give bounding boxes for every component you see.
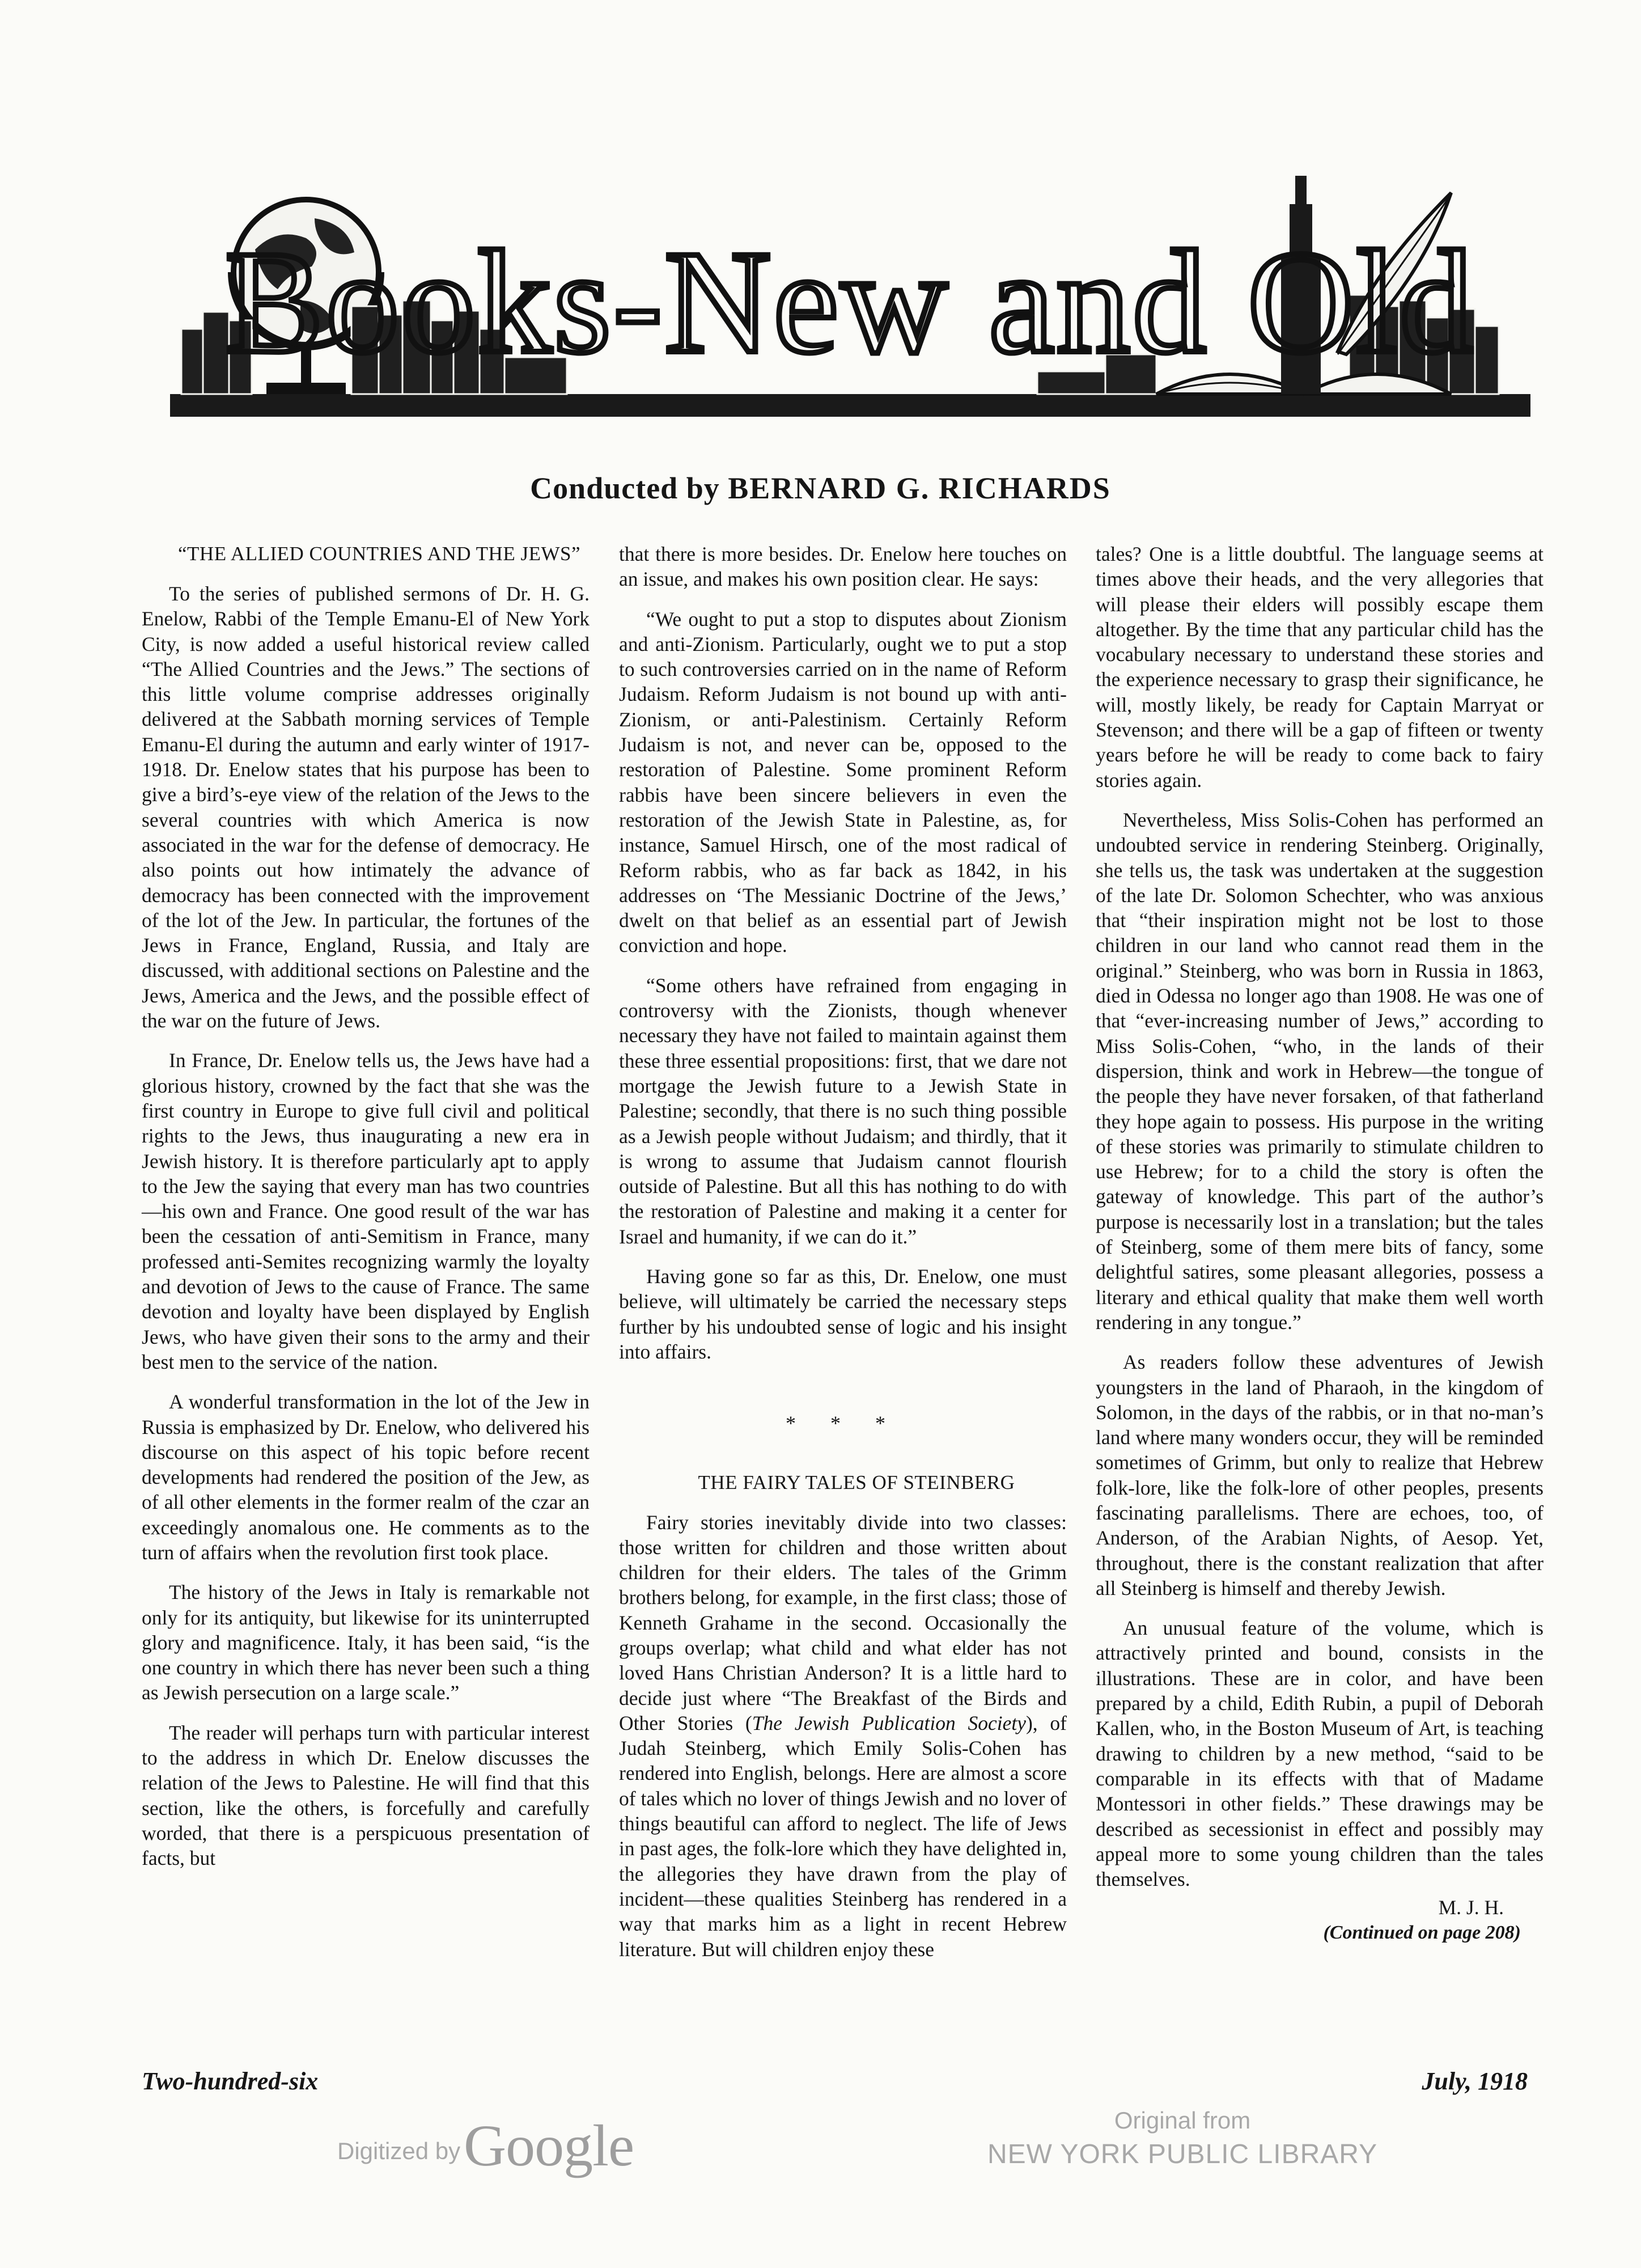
- library-credit: [987, 2104, 1377, 2172]
- original-from-label: Original from: [1114, 2107, 1251, 2134]
- banner-illustration: [170, 164, 1530, 431]
- paragraph: tales? One is a little doubtful. The language seems at times above their heads, and the very allegories that will please their elders will possibly escape them altogether. By the time that any particular child has the vocabulary necessary to understand these stories and the experience necessary to grasp their significance, he will, mostly likely, be ready for Captain Marryat or Stevenson; and there will be a gap of fifteen or twenty years before he will be ready to come back to fairy stories again.: [1096, 543, 1544, 792]
- svg-text:Books-New and Old: Books-New and Old: [225, 221, 1475, 384]
- byline: [0, 471, 1641, 506]
- paragraph: “Some others have refrained from engaging in controversy with the Zionists, though whenever necessary they have not failed to maintain against them these three essential propositions: first, that we dare not mortgage the Jewish future to a Jewish State in Palestine; secondly, that there is no such thing possible as a Jewish people without Judaism; and thirdly, that it is wrong to assume that Judaism cannot flourish outside of Palestine. But all this has nothing to do with the restoration of Palestine and making it a center for Israel and humanity, if we can do it.”: [619, 974, 1067, 1248]
- paragraph: A wonderful transformation in the lot of the Jew in Russia is emphasized by Dr. Enelow, who delivered his discourse on this aspect of his topic before recent developments had rendered the position of the Jew, as of all other elements in the former realm of the czar an exceedingly anomalous one. He comments as to the turn of affairs when the revolution first took place.: [142, 1390, 590, 1564]
- page-number-label: Two-hundred-six: [142, 2067, 319, 2095]
- paragraph: that there is more besides. Dr. Enelow here touches on an issue, and makes his own position clear. He says:: [619, 543, 1067, 591]
- library-name: NEW YORK PUBLIC LIBRARY: [987, 2139, 1378, 2169]
- byline-name: BERNARD G. RICHARDS: [728, 471, 1111, 505]
- column-2: [619, 541, 1067, 1962]
- section-separator: * * *: [786, 1412, 900, 1435]
- column-3: [1096, 541, 1544, 1945]
- google-logo: Google: [464, 2113, 634, 2178]
- issue-date: July, 1918: [1422, 2067, 1528, 2095]
- article-heading-fairy-tales: THE FAIRY TALES OF STEINBERG: [698, 1471, 1015, 1493]
- paragraph: The reader will perhaps turn with particular interest to the address in which Dr. Enelow discusses the relation of the Jews to Palestine. He will find that this section, like the others, is forcefully and carefully worded, that there is a perspicuous presentation of facts, but: [142, 1721, 590, 1870]
- digitized-by-label: Digitized by: [337, 2138, 461, 2164]
- paragraph: “We ought to put a stop to disputes about Zionism and anti-Zionism. Particularly, ought we to put a stop to such controversies carried on in the name of Reform Judaism. Reform Judaism is not bound up with anti-Zionism, or anti-Palestinism. Certainly Reform Judaism is not, and never can be, opposed to the restoration of Palestine. Some prominent Reform rabbis have been sincere believers in even the restoration of the Jewish State in Palestine, as, for instance, Samuel Hirsch, one of the most radical of Reform rabbis, who as far back as 1842, in his addresses on ‘The Messianic Doctrine of the Jews,’ dwelt on that belief as an essential part of Jewish conviction and hope.: [619, 607, 1067, 957]
- publisher-name: The Jewish Publication Society: [752, 1711, 1026, 1734]
- paragraph: To the series of published sermons of Dr. H. G. Enelow, Rabbi of the Temple Emanu-El of New York City, is now added a useful historical review called “The Allied Countries and the Jews.” The sections of this little volume comprise addresses originally delivered at the Sabbath morning services of Temple Emanu-El during the autumn and early winter of 1917-1918. Dr. Enelow states that his purpose has been to give a bird’s-eye view of the relation of the Jews to the several countries with which America is now associated in the war for the defense of democracy. He also points out how intimately the advance of democracy has been connected with the improvement of the lot of the Jew. In particular, the fortunes of the Jews in France, England, Russia, and Italy are discussed, with additional sections on Palestine and the Jews, America and the Jews, and the possible effect of the war on the future of Jews.: [142, 582, 590, 1033]
- article-heading-allied: “THE ALLIED COUNTRIES AND THE JEWS”: [178, 543, 580, 565]
- column-1: [142, 541, 590, 1871]
- signature: M. J. H.: [1438, 1896, 1504, 1919]
- paragraph: In France, Dr. Enelow tells us, the Jews have had a glorious history, crowned by the fact that she was the first country in Europe to give full civil and political rights to the Jews, thus inaugurating a new era in Jewish history. It is therefore particularly apt to apply to the Jew the saying that every man has two countries—his own and France. One good result of the war has been the cessation of anti-Semitism in France, many professed anti-Semites recognizing warmly the loyalty and devotion of Jews to the cause of France. The same devotion and loyalty have been displayed by English Jews, who have given their sons to the army and their best men to the service of the nation.: [142, 1049, 590, 1373]
- paragraph-text: ), of Judah Steinberg, which Emily Solis-Cohen has rendered into English, belongs. Here are almost a score of tales which no lover of things Jewish and no lover of things beautiful can afford to neglect. The life of Jews in past ages, the folk-lore which they have delighted in, the allegories they have drawn from the play of incident—these qualities Steinberg has rendered in a way that marks him as a light in recent Hebrew literature. But will children enjoy these: [619, 1711, 1067, 1961]
- byline-prefix: Conducted by: [530, 471, 720, 505]
- paragraph: The history of the Jews in Italy is remarkable not only for its antiquity, but likewise for its uninterrupted glory and magnificence. Italy, it has been said, “is the one country in which there has never been such a thing as Jewish persecution on a large scale.”: [142, 1581, 590, 1704]
- paragraph: As readers follow these adventures of Jewish youngsters in the land of Pharaoh, in the kingdom of Solomon, in the days of the rabbis, or in that no-man’s land where many wonders occur, they will be reminded sometimes of Grimm, but only to realize that Hebrew folk-lore, like the folk-lore of other peoples, presents fascinating parallelisms. There are echoes, too, of Anderson, of the Arabian Nights, of Aesop. Yet, throughout, there is the constant realization that after all Steinberg is himself and thereby Jewish.: [1096, 1351, 1544, 1600]
- paragraph: Having gone so far as this, Dr. Enelow, one must believe, will ultimately be carried the necessary steps further by his undoubted sense of logic and his insight into affairs.: [619, 1265, 1067, 1363]
- paragraph: An unusual feature of the volume, which is attractively printed and bound, consists in the illustrations. These are in color, and have been prepared by a child, Edith Rubin, a pupil of Deborah Kallen, who, in the Boston Museum of Art, is teaching drawing to children by a new method, “said to be comparable in its effects with that of Madame Montessori in other fields.” These drawings may be described as secessionist in effect and possibly may appeal more to some young children than the tales themselves.: [1096, 1617, 1544, 1891]
- paragraph: [619, 1510, 1067, 1962]
- paragraph-text: Fairy stories inevitably divide into two classes: those written for children and those written about children for their elders. The tales of the Grimm brothers belong, for example, in the first class; those of Kenneth Grahame in the second. Occasionally the groups overlap; what child and what elder has not loved Hans Christian Anderson? It is a little hard to decide just where “The Breakfast of the Birds and Other Stories (: [619, 1510, 1067, 1734]
- paragraph: Nevertheless, Miss Solis-Cohen has performed an undoubted service in rendering Steinberg. Originally, she tells us, the task was undertaken at the suggestion of the late Dr. Solomon Schechter, who was anxious that “their inspiration might not be lost to those children in our land who cannot read them in the original.” Steinberg, who was born in Russia in 1863, died in Odessa no longer ago than 1908. He was one of that “ever-increasing number of Jews,” according to Miss Solis-Cohen, “who, in the lands of their dispersion, think and work in Hebrew—the tongue of the people they have never forsaken, of that fatherland they hope again to possess. His purpose in the writing of these stories was primarily to stimulate children to use Hebrew; for to a child the story is often the gateway of knowledge. This part of the author’s purpose is necessarily lost in a translation; but the tales of Steinberg, some of them mere bits of fancy, some delightful satires, some pleasant allegories, possess a literary and ethical quality that make them well worth rendering in any tongue.”: [1096, 808, 1544, 1334]
- continued-note: (Continued on page 208): [1323, 1922, 1521, 1943]
